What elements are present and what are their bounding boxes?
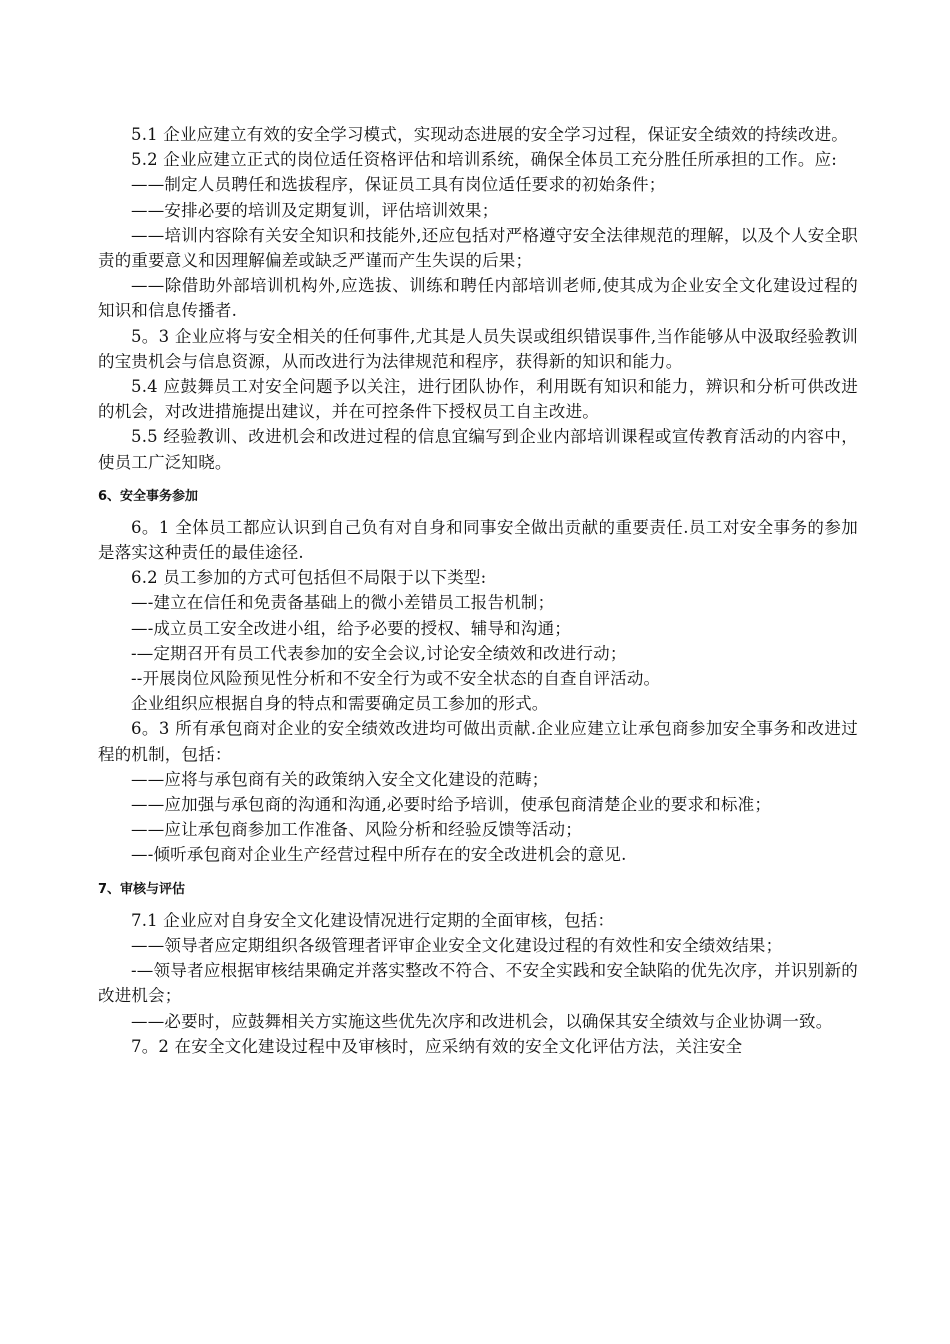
section-heading: 6、安全事务参加	[98, 488, 199, 504]
paragraph: 7.1 企业应对自身安全文化建设情况进行定期的全面审核，包括：	[131, 910, 615, 930]
list-item: --开展岗位风险预见性分析和不安全行为或不安全状态的自查自评活动。	[131, 669, 661, 689]
paragraph: 5.4 应鼓舞员工对安全问题予以关注，进行团队协作，利用既有知识和能力，辨识和分析可供改进的机会，对改进措施提出建议，并在可控条件下授权员工自主改进。	[98, 377, 858, 422]
list-item: ——应让承包商参加工作准备、风险分析和经验反馈等活动；	[131, 820, 582, 840]
list-item: -—领导者应根据审核结果确定并落实整改不符合、不安全实践和安全缺陷的优先次序，并识别新的改进机会；	[98, 961, 858, 1006]
paragraph: 5.1 企业应建立有效的安全学习模式，实现动态进展的安全学习过程，保证安全绩效的持续改进。	[131, 125, 848, 144]
list-item: ——应将与承包商有关的政策纳入安全文化建设的范畴；	[131, 769, 549, 789]
paragraph: 5.2 企业应建立正式的岗位适任资格评估和培训系统，确保全体员工充分胜任所承担的工作。应:	[131, 150, 838, 170]
paragraph: 5.5 经验教训、改进机会和改进过程的信息宜编写到企业内部培训课程或宣传教育活动的内容中，使员工广泛知晓。	[98, 427, 858, 472]
list-item: ——制定人员聘任和选拔程序，保证员工具有岗位适任要求的初始条件；	[131, 175, 666, 195]
list-item: ——必要时，应鼓舞相关方实施这些优先次序和改进机会，以确保其安全绩效与企业协调一致。	[131, 1011, 833, 1031]
section-heading: 7、审核与评估	[98, 881, 186, 897]
paragraph: 5。3 企业应将与安全相关的任何事件,尤其是人员失误或组织错误事件,当作能够从中汲取经验教训的宝贵机会与信息资源，从而改进行为法律规范和程序，获得新的知识和能力。	[98, 326, 858, 371]
list-item: —-成立员工安全改进小组，给予必要的授权、辅导和沟通；	[131, 618, 571, 638]
document-body	[98, 122, 858, 1059]
list-item: ——培训内容除有关安全知识和技能外,还应包括对严格遵守安全法律规范的理解，以及个人安全职责的重要意义和因理解偏差或缺乏严谨而产生失误的后果；	[98, 225, 858, 271]
list-item: —-倾听承包商对企业生产经营过程中所存在的安全改进机会的意见.	[131, 845, 627, 865]
paragraph: 6。1 全体员工都应认识到自己负有对自身和同事安全做出贡献的重要责任.员工对安全事务的参加是落实这种责任的最佳途径.	[98, 517, 858, 563]
list-item: ——领导者应定期组织各级管理者评审企业安全文化建设过程的有效性和安全绩效结果；	[131, 935, 783, 955]
list-item: ——安排必要的培训及定期复训，评估培训效果；	[131, 200, 499, 220]
list-item: —-建立在信任和免责备基础上的微小差错员工报告机制；	[131, 593, 555, 613]
paragraph: 7。2 在安全文化建设过程中及审核时，应采纳有效的安全文化评估方法，关注安全	[131, 1036, 743, 1056]
paragraph: 6.2 员工参加的方式可包括但不局限于以下类型:	[131, 568, 487, 588]
paragraph: 企业组织应根据自身的特点和需要确定员工参加的形式。	[131, 694, 549, 714]
paragraph: 6。3 所有承包商对企业的安全绩效改进均可做出贡献.企业应建立让承包商参加安全事务和改进过程的机制，包括：	[98, 719, 858, 764]
list-item: ——除借助外部培训机构外,应选拔、训练和聘任内部培训老师,使其成为企业安全文化建设过程的知识和信息传播者.	[98, 276, 858, 321]
list-item: ——应加强与承包商的沟通和沟通,必要时给予培训，使承包商清楚企业的要求和标准；	[131, 795, 772, 815]
list-item: -—定期召开有员工代表参加的安全会议,讨论安全绩效和改进行动；	[131, 643, 627, 663]
